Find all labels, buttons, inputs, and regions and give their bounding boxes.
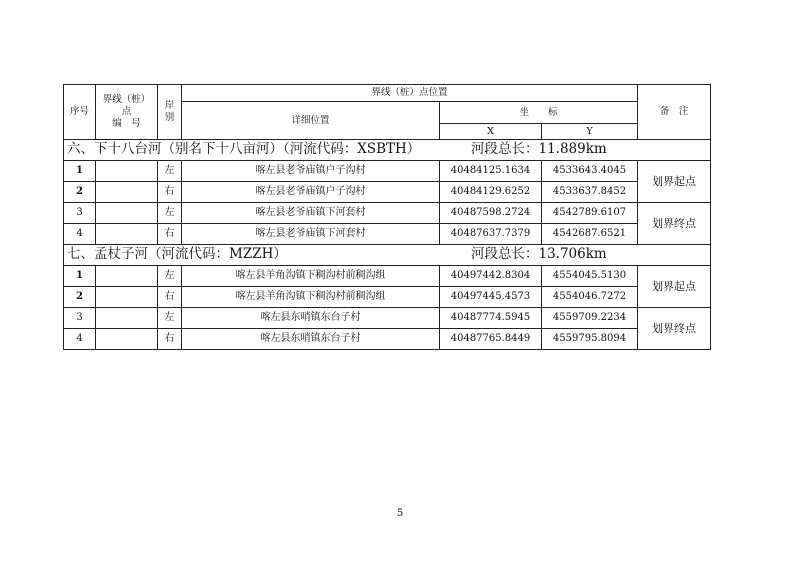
x-cell: 40484129.6252 — [440, 182, 542, 203]
detail-cell: 喀左县老爷庙镇下河套村 — [182, 224, 440, 245]
header-y: Y — [542, 124, 638, 140]
remark-cell: 划界终点 — [638, 203, 711, 245]
y-cell: 4533643.4045 — [542, 161, 638, 182]
header-coord: 坐 标 — [440, 102, 638, 124]
detail-cell: 喀左县老爷庙镇下河套村 — [182, 203, 440, 224]
header-point-line3: 编 号 — [112, 118, 141, 129]
point-id-cell — [96, 329, 158, 350]
x-cell: 40487765.8449 — [440, 329, 542, 350]
detail-cell: 喀左县羊角沟镇下稠沟村前稠沟组 — [182, 287, 440, 308]
point-id-cell — [96, 308, 158, 329]
section-length: 河段总长：13.706km — [471, 246, 607, 262]
point-id-cell — [96, 224, 158, 245]
row-number: 2 — [64, 182, 96, 203]
row-number: 1 — [64, 161, 96, 182]
x-cell: 40487598.2724 — [440, 203, 542, 224]
row-number: 2 — [64, 287, 96, 308]
row-number: 3 — [64, 308, 96, 329]
remark-cell: 划界起点 — [638, 161, 711, 203]
header-x: X — [440, 124, 542, 140]
header-bank: 岸别 — [158, 85, 182, 140]
page-number: 5 — [396, 508, 404, 519]
y-cell: 4554046.7272 — [542, 287, 638, 308]
point-id-cell — [96, 203, 158, 224]
table-row — [64, 329, 711, 350]
table-row — [64, 224, 711, 245]
detail-cell: 喀左县老爷庙镇户子沟村 — [182, 182, 440, 203]
y-cell: 4542687.6521 — [542, 224, 638, 245]
section-title: 六、下十八台河（别名下十八亩河）（河流代码：XSBTH） — [67, 141, 421, 157]
bank-cell: 右 — [158, 224, 182, 245]
header-remark: 备 注 — [638, 85, 711, 140]
row-number: 4 — [64, 224, 96, 245]
section-title: 七、孟杖子河（河流代码：MZZH） — [67, 246, 287, 262]
bank-cell: 左 — [158, 203, 182, 224]
row-number: 1 — [64, 266, 96, 287]
x-cell: 40497445.4573 — [440, 287, 542, 308]
table-row — [64, 287, 711, 308]
detail-cell: 喀左县东哨镇东台子村 — [182, 329, 440, 350]
x-cell: 40484125.1634 — [440, 161, 542, 182]
table-row — [64, 266, 711, 287]
bank-cell: 右 — [158, 182, 182, 203]
header-position: 界线（桩）点位置 — [182, 85, 638, 102]
table-row — [64, 161, 711, 182]
bank-cell: 左 — [158, 266, 182, 287]
remark-cell: 划界起点 — [638, 266, 711, 308]
y-cell: 4559709.2234 — [542, 308, 638, 329]
header-serial: 序号 — [64, 85, 96, 140]
point-id-cell — [96, 182, 158, 203]
y-cell: 4559795.8094 — [542, 329, 638, 350]
x-cell: 40487637.7379 — [440, 224, 542, 245]
table-row — [64, 308, 711, 329]
row-number: 3 — [64, 203, 96, 224]
header-point-line2: 点 — [121, 106, 132, 117]
y-cell: 4542789.6107 — [542, 203, 638, 224]
boundary-point-table — [63, 84, 711, 350]
detail-cell: 喀左县老爷庙镇户子沟村 — [182, 161, 440, 182]
y-cell: 4533637.8452 — [542, 182, 638, 203]
header-detail: 详细位置 — [182, 102, 440, 140]
detail-cell: 喀左县羊角沟镇下稠沟村前稠沟组 — [182, 266, 440, 287]
section-length: 河段总长：11.889km — [471, 141, 607, 157]
row-number: 4 — [64, 329, 96, 350]
detail-cell: 喀左县东哨镇东台子村 — [182, 308, 440, 329]
header-point-number — [96, 85, 158, 140]
table-row — [64, 203, 711, 224]
point-id-cell — [96, 287, 158, 308]
remark-cell: 划界终点 — [638, 308, 711, 350]
bank-cell: 左 — [158, 308, 182, 329]
table-row — [64, 182, 711, 203]
bank-cell: 右 — [158, 287, 182, 308]
point-id-cell — [96, 161, 158, 182]
point-id-cell — [96, 266, 158, 287]
bank-cell: 右 — [158, 329, 182, 350]
x-cell: 40497442.8304 — [440, 266, 542, 287]
section-title-row — [64, 140, 711, 161]
header-point-line1: 界线（桩） — [102, 94, 151, 105]
section-title-row — [64, 245, 711, 266]
bank-cell: 左 — [158, 161, 182, 182]
x-cell: 40487774.5945 — [440, 308, 542, 329]
y-cell: 4554045.5130 — [542, 266, 638, 287]
